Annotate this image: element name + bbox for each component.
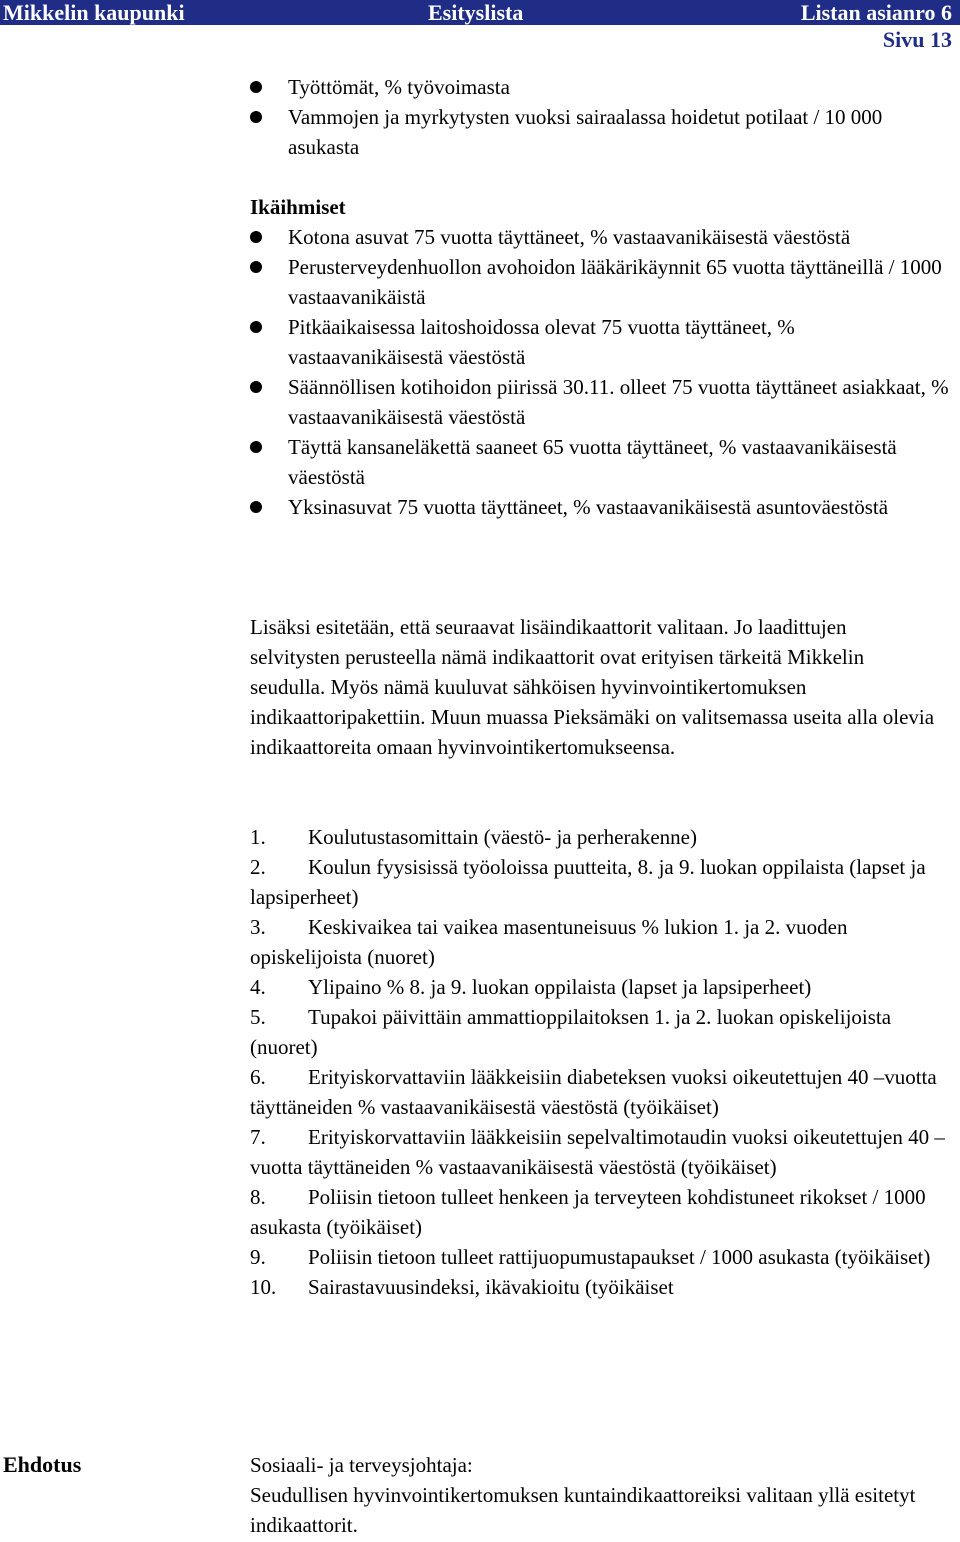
numbered-item — [250, 1242, 955, 1272]
item-number: 3. — [250, 915, 266, 939]
item-number: 9. — [250, 1245, 266, 1269]
item-number: 10. — [250, 1275, 277, 1299]
numbered-item — [250, 972, 955, 1002]
item-text: Koulun fyysisissä työoloissa puutteita, 8. ja 9. luokan oppilaista (lapset ja lapsiperheet) — [250, 855, 926, 909]
item-text: Tupakoi päivittäin ammattioppilaitoksen 1. ja 2. luokan opiskelijoista (nuoret) — [250, 1005, 892, 1059]
item-text: Sairastavuusindeksi, ikävakioitu (työikäiset — [308, 1275, 674, 1299]
numbered-item — [250, 852, 955, 912]
item-number: 1. — [250, 825, 266, 849]
list-item: Työttömät, % työvoimasta — [250, 72, 950, 102]
elderly-list — [250, 222, 950, 522]
item-text: Poliisin tietoon tulleet rattijuopumustapaukset / 1000 asukasta (työikäiset) — [308, 1245, 931, 1269]
item-number: 2. — [250, 855, 266, 879]
numbered-item — [250, 1122, 955, 1182]
numbered-item — [250, 1002, 955, 1062]
bullets-top — [250, 72, 950, 162]
proposal-block — [250, 1450, 955, 1540]
item-number: 4. — [250, 975, 266, 999]
numbered-item — [250, 1182, 955, 1242]
intro-paragraph-block — [250, 612, 940, 762]
header-item: Listan asianro 6 — [800, 0, 952, 25]
intro-paragraph: Lisäksi esitetään, että seuraavat lisäindikaattorit valitaan. Jo laadittujen selvitysten perusteella nämä indikaattorit ovat erityisen tärkeitä Mikkelin seudulla. Myös nämä kuuluvat sähköisen hyvinvointikertomuksen indikaattoripakettiin. Muun muassa Pieksämäki on valitsemassa useita alla olevia indikaattoreita omaan hyvinvointikertomukseensa. — [250, 615, 935, 759]
proposal-label: Ehdotus — [3, 1452, 82, 1477]
item-number: 6. — [250, 1065, 266, 1089]
list-item: Pitkäaikaisessa laitoshoidossa olevat 75 vuotta täyttäneet, % vastaavanikäisestä väestöstä — [250, 312, 950, 372]
item-number: 5. — [250, 1005, 266, 1029]
item-number: 7. — [250, 1125, 266, 1149]
list-item: Vammojen ja myrkytysten vuoksi sairaalassa hoidetut potilaat / 10 000 asukasta — [250, 102, 950, 162]
item-text: Ylipaino % 8. ja 9. luokan oppilaista (lapset ja lapsiperheet) — [308, 975, 812, 999]
numbered-item — [250, 822, 955, 852]
item-text: Poliisin tietoon tulleet henkeen ja terveyteen kohdistuneet rikokset / 1000 asukasta (työikäiset) — [250, 1185, 926, 1239]
bullets-top-list — [250, 72, 950, 162]
list-item: Kotona asuvat 75 vuotta täyttäneet, % vastaavanikäisestä väestöstä — [250, 222, 950, 252]
item-text: Keskivaikea tai vaikea masentuneisuus % lukion 1. ja 2. vuoden opiskelijoista (nuoret) — [250, 915, 848, 969]
header-doc: Esityslista — [428, 0, 524, 25]
header-org: Mikkelin kaupunki — [3, 0, 185, 25]
list-item: Säännöllisen kotihoidon piirissä 30.11. olleet 75 vuotta täyttäneet asiakkaat, % vastaavanikäisestä väestöstä — [250, 372, 950, 432]
numbered-item — [250, 912, 955, 972]
proposal-text: Seudullisen hyvinvointikertomuksen kuntaindikaattoreiksi valitaan yllä esitetyt indikaattorit. — [250, 1483, 916, 1537]
item-text: Erityiskorvattaviin lääkkeisiin sepelvaltimotaudin vuoksi oikeutettujen 40 –vuotta täyttäneiden % vastaavanikäisestä väestöstä (työikäiset) — [250, 1125, 945, 1179]
list-item: Täyttä kansaneläkettä saaneet 65 vuotta täyttäneet, % vastaavanikäisestä väestöstä — [250, 432, 950, 492]
item-number: 8. — [250, 1185, 266, 1209]
proposal-author: Sosiaali- ja terveysjohtaja: — [250, 1453, 473, 1477]
list-item: Yksinasuvat 75 vuotta täyttäneet, % vastaavanikäisestä asuntoväestöstä — [250, 492, 950, 522]
page-number: Sivu 13 — [882, 27, 952, 52]
section-heading: Ikäihmiset — [250, 195, 346, 219]
page-header — [0, 0, 960, 25]
item-text: Koulutustasomittain (väestö- ja perherakenne) — [308, 825, 697, 849]
numbered-list — [250, 822, 955, 1302]
numbered-item — [250, 1062, 955, 1122]
numbered-section — [250, 822, 955, 1302]
list-item: Perusterveydenhuollon avohoidon lääkärikäynnit 65 vuotta täyttäneillä / 1000 vastaavanikäistä — [250, 252, 950, 312]
elderly-section — [250, 192, 950, 522]
item-text: Erityiskorvattaviin lääkkeisiin diabeteksen vuoksi oikeutettujen 40 –vuotta täyttäneiden % vastaavanikäisestä väestöstä (työikäiset) — [250, 1065, 937, 1119]
numbered-item — [250, 1272, 955, 1302]
